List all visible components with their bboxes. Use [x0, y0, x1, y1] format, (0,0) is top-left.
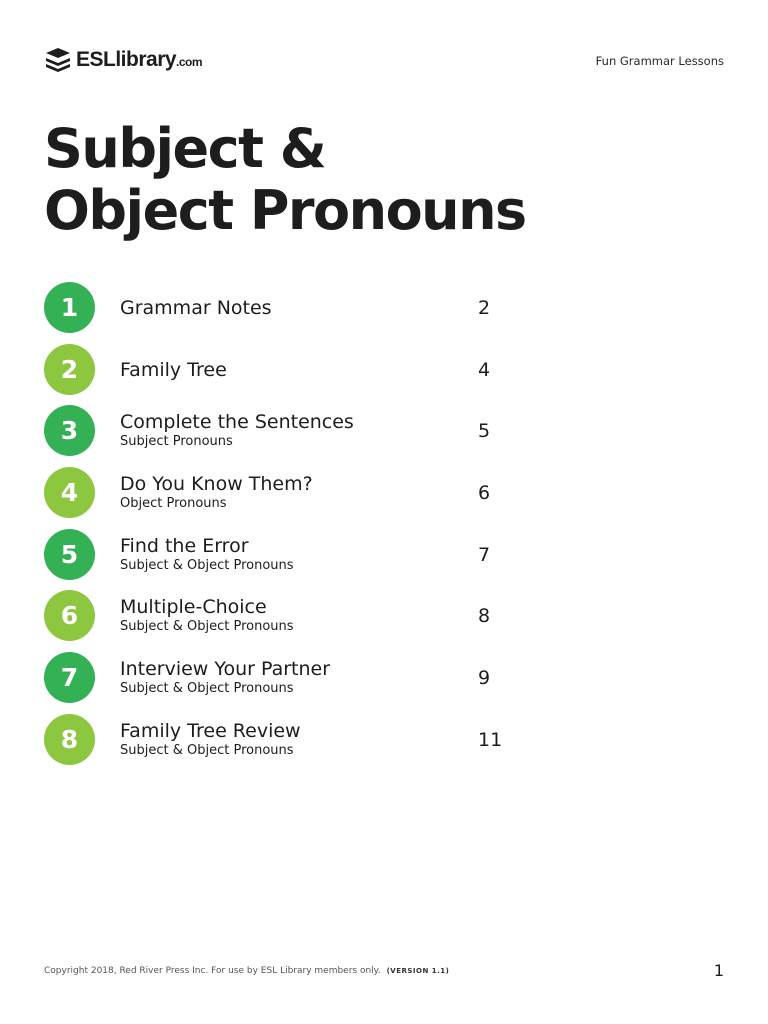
title-line-1: Subject &: [44, 117, 326, 180]
toc-page-number: 11: [478, 728, 503, 751]
toc-item-title: Interview Your Partner: [120, 658, 331, 681]
toc-item-title: Find the Error: [120, 534, 249, 557]
toc-item-subtitle: Subject Pronouns: [120, 434, 233, 450]
toc-page-number: 4: [478, 358, 491, 381]
book-stack-icon: [44, 46, 72, 74]
toc-number-badge: 3: [44, 405, 95, 456]
toc-number-badge: 1: [44, 282, 95, 333]
toc-number-badge: 6: [44, 590, 95, 641]
toc-item-text: [120, 588, 294, 644]
toc-item-find-the-error[interactable]: [44, 527, 504, 589]
toc-page-number: 2: [478, 297, 491, 319]
page-title: [44, 118, 526, 242]
toc-item-title: Grammar Notes: [120, 297, 272, 319]
copyright-text: Copyright 2018, Red River Press Inc. For use by ESL Library members only.: [44, 966, 381, 976]
toc-item-text: [120, 650, 330, 706]
version-label: (VERSION 1.1): [386, 967, 450, 975]
toc-page-number: 9: [478, 667, 491, 690]
toc-number-badge: 2: [44, 344, 95, 395]
toc-item-text: [120, 465, 313, 521]
toc-item-subtitle: Object Pronouns: [120, 496, 227, 512]
toc-item-subtitle: Subject & Object Pronouns: [120, 557, 294, 573]
page-number: 1: [713, 961, 724, 980]
toc-item-text: [120, 280, 272, 336]
toc-item-title: Do You Know Them?: [120, 473, 313, 496]
toc-number-badge: 5: [44, 529, 95, 580]
toc-page-number: 5: [478, 420, 491, 443]
toc-page-number: 8: [478, 605, 491, 628]
toc-item-title: Complete the Sentences: [120, 411, 354, 434]
toc-item-text: [120, 712, 301, 768]
toc-item-text: [120, 527, 294, 583]
toc-item-text: [120, 403, 354, 459]
toc-item-subtitle: Subject & Object Pronouns: [120, 681, 294, 697]
toc-item-do-you-know-them[interactable]: [44, 465, 504, 527]
toc-item-family-tree[interactable]: [44, 342, 504, 404]
toc-item-family-tree-review[interactable]: [44, 712, 504, 774]
series-label: Fun Grammar Lessons: [595, 54, 724, 68]
toc-number-badge: 4: [44, 467, 95, 518]
page-footer: [44, 966, 449, 976]
toc-item-subtitle: Subject & Object Pronouns: [120, 742, 294, 758]
title-line-2: Object Pronouns: [44, 179, 526, 242]
toc-item-grammar-notes[interactable]: [44, 280, 504, 342]
toc-item-title: Multiple-Choice: [120, 596, 267, 619]
toc-item-subtitle: Subject & Object Pronouns: [120, 619, 294, 635]
esl-library-logo[interactable]: [44, 44, 202, 76]
toc-item-text: [120, 342, 227, 398]
logo-text: ESLlibrary.com: [76, 48, 203, 71]
toc-item-title: Family Tree Review: [120, 719, 301, 742]
toc-item-title: Family Tree: [120, 358, 227, 381]
page-header: [44, 44, 724, 80]
toc-item-multiple-choice[interactable]: [44, 588, 504, 650]
toc-number-badge: 8: [44, 714, 95, 765]
toc-page-number: 6: [478, 482, 491, 505]
toc-number-badge: 7: [44, 652, 95, 703]
toc-item-interview-your-partner[interactable]: [44, 650, 504, 712]
toc-page-number: 7: [478, 543, 491, 566]
toc-item-complete-the-sentences[interactable]: [44, 403, 504, 465]
table-of-contents: [44, 280, 504, 774]
